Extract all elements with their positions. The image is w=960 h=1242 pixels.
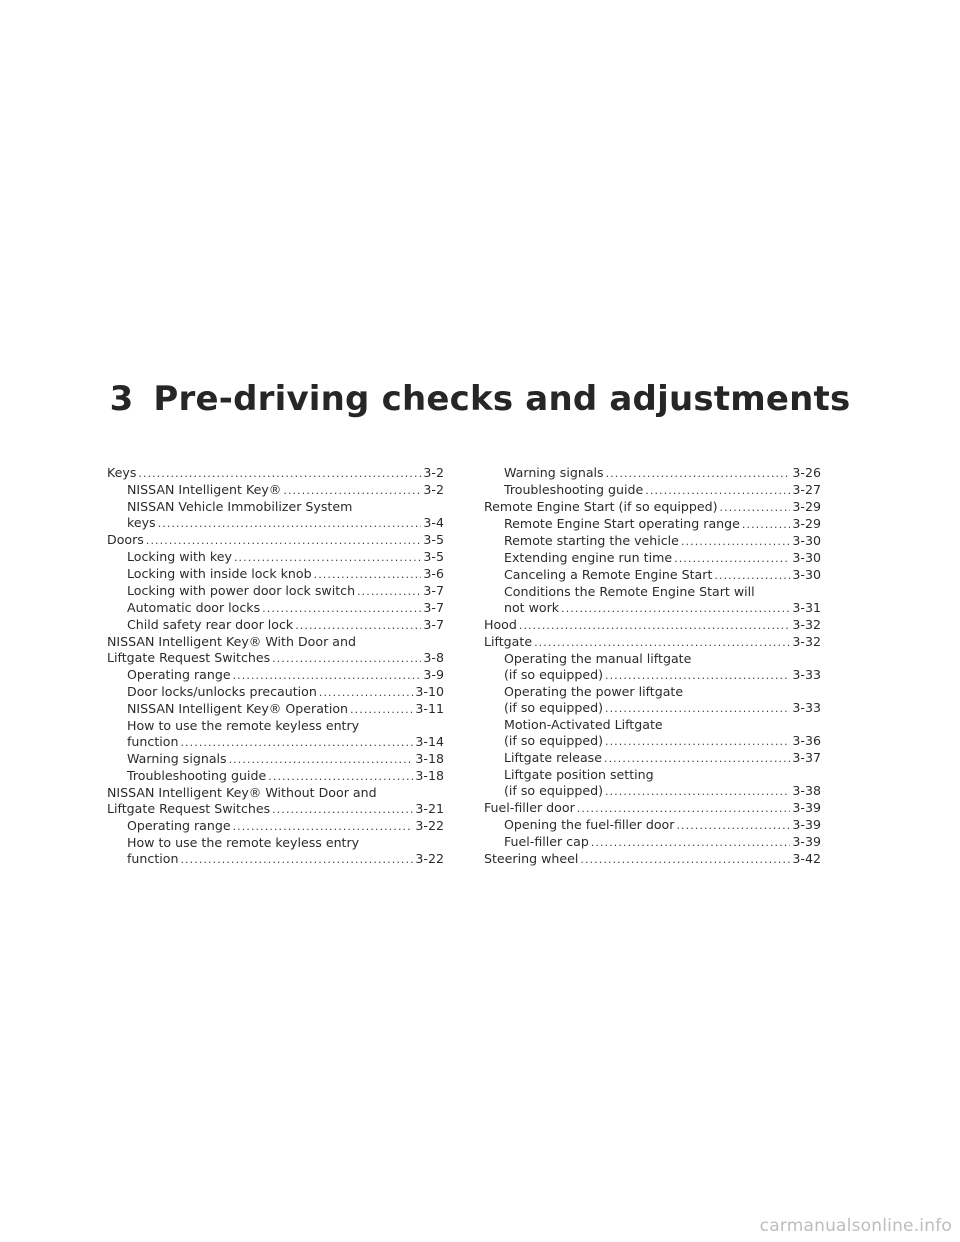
toc-entry-title: Locking with inside lock knob bbox=[127, 566, 312, 581]
toc-entry-title-line: Motion-Activated Liftgate bbox=[504, 717, 663, 732]
toc-dot-leader bbox=[604, 751, 790, 767]
toc-dot-leader bbox=[233, 668, 422, 684]
toc-entry-title: Door locks/unlocks precaution bbox=[127, 684, 317, 699]
toc-dot-leader bbox=[180, 735, 413, 751]
toc-entry-line bbox=[504, 733, 821, 750]
toc-entry-title: Locking with power door lock switch bbox=[127, 583, 356, 598]
toc-entry-title-line: NISSAN Intelligent Key® With Door and bbox=[107, 634, 356, 649]
toc-entry-line bbox=[107, 532, 444, 549]
toc-entry-line bbox=[127, 566, 444, 583]
toc-dot-leader bbox=[357, 584, 421, 600]
toc-entry[interactable] bbox=[484, 516, 821, 533]
toc-entry[interactable] bbox=[107, 785, 444, 818]
toc-page-number: 3-37 bbox=[792, 750, 821, 765]
toc-entry-line bbox=[127, 751, 444, 768]
toc-entry-line bbox=[127, 768, 444, 785]
toc-entry-title: function bbox=[127, 734, 179, 749]
toc-page-number: 3-5 bbox=[423, 549, 444, 564]
toc-column-left bbox=[107, 465, 444, 868]
toc-entry[interactable] bbox=[484, 834, 821, 851]
toc-entry[interactable] bbox=[484, 482, 821, 499]
toc-page-number: 3-33 bbox=[792, 667, 821, 682]
toc-column-right bbox=[484, 465, 821, 868]
toc-entry-title: function bbox=[127, 851, 179, 866]
toc-page-number: 3-21 bbox=[415, 801, 444, 816]
toc-dot-leader bbox=[314, 567, 422, 583]
toc-dot-leader bbox=[645, 483, 790, 499]
toc-entry-line bbox=[504, 817, 821, 834]
toc-page-number: 3-39 bbox=[792, 800, 821, 815]
toc-entry-title: Troubleshooting guide bbox=[504, 482, 644, 497]
toc-entry-line bbox=[127, 482, 444, 499]
toc-entry-title: Opening the fuel-filler door bbox=[504, 817, 675, 832]
toc-dot-leader bbox=[272, 651, 421, 667]
toc-entry-line bbox=[127, 600, 444, 617]
toc-dot-leader bbox=[519, 618, 791, 634]
toc-entry-title: Fuel-filler cap bbox=[504, 834, 589, 849]
toc-entry[interactable] bbox=[107, 751, 444, 768]
toc-entry-title: Liftgate Request Switches bbox=[107, 801, 271, 816]
toc-entry-title: (if so equipped) bbox=[504, 733, 603, 748]
toc-entry-line bbox=[127, 818, 444, 835]
toc-entry-line bbox=[504, 516, 821, 533]
toc-dot-leader bbox=[742, 517, 791, 533]
toc-entry-line bbox=[504, 600, 821, 617]
toc-entry[interactable] bbox=[484, 767, 821, 800]
toc-entry-title: not work bbox=[504, 600, 560, 615]
toc-entry-title: (if so equipped) bbox=[504, 783, 603, 798]
toc-dot-leader bbox=[605, 668, 790, 684]
toc-entry-line bbox=[107, 465, 444, 482]
toc-entry[interactable] bbox=[484, 717, 821, 750]
toc-entry[interactable] bbox=[107, 667, 444, 684]
toc-page-number: 3-33 bbox=[792, 700, 821, 715]
toc-entry-line bbox=[484, 800, 821, 817]
toc-page-number: 3-22 bbox=[415, 851, 444, 866]
toc-entry-title: NISSAN Intelligent Key® Operation bbox=[127, 701, 349, 716]
toc-entry[interactable] bbox=[484, 617, 821, 634]
toc-dot-leader bbox=[229, 752, 414, 768]
toc-entry-title: NISSAN Intelligent Key® bbox=[127, 482, 282, 497]
toc-entry-title: Liftgate release bbox=[504, 750, 602, 765]
toc-entry-line bbox=[127, 617, 444, 634]
toc-entry[interactable] bbox=[484, 499, 821, 516]
toc-entry-line bbox=[504, 567, 821, 584]
toc-entry[interactable] bbox=[107, 684, 444, 701]
toc-page-number: 3-18 bbox=[415, 751, 444, 766]
toc-entry-title: Liftgate bbox=[484, 634, 533, 649]
toc-entry-title: Automatic door locks bbox=[127, 600, 261, 615]
toc-entry[interactable] bbox=[107, 818, 444, 835]
footer-watermark: carmanualsonline.info bbox=[759, 1216, 952, 1236]
toc-entry[interactable] bbox=[484, 634, 821, 651]
toc-entry[interactable] bbox=[107, 566, 444, 583]
toc-entry[interactable] bbox=[484, 750, 821, 767]
toc-page-number: 3-29 bbox=[792, 499, 821, 514]
toc-dot-leader bbox=[674, 551, 790, 567]
toc-dot-leader bbox=[606, 466, 791, 482]
toc-page-number: 3-32 bbox=[792, 634, 821, 649]
toc-entry-title-line: Operating the manual liftgate bbox=[504, 651, 692, 666]
toc-entry[interactable] bbox=[107, 835, 444, 868]
toc-page-number: 3-30 bbox=[792, 550, 821, 565]
toc-entry-line bbox=[127, 515, 444, 532]
toc-entry-title-line: Liftgate position setting bbox=[504, 767, 654, 782]
toc-dot-leader bbox=[268, 769, 413, 785]
toc-dot-leader bbox=[158, 516, 422, 532]
toc-page-number: 3-36 bbox=[792, 733, 821, 748]
toc-entry-title: Liftgate Request Switches bbox=[107, 650, 271, 665]
toc-page-number: 3-30 bbox=[792, 567, 821, 582]
chapter-title-text: Pre-driving checks and adjustments bbox=[153, 378, 851, 419]
toc-entry-title-line: NISSAN Intelligent Key® Without Door and bbox=[107, 785, 377, 800]
toc-entry[interactable] bbox=[107, 701, 444, 718]
toc-dot-leader bbox=[577, 801, 791, 817]
toc-dot-leader bbox=[605, 784, 790, 800]
toc-entry-line bbox=[504, 700, 821, 717]
toc-entry-line bbox=[127, 667, 444, 684]
toc-entry-title: Operating range bbox=[127, 667, 231, 682]
toc-dot-leader bbox=[138, 466, 421, 482]
toc-entry-title: Operating range bbox=[127, 818, 231, 833]
toc-dot-leader bbox=[580, 852, 790, 868]
toc-entry-title: Locking with key bbox=[127, 549, 232, 564]
toc-dot-leader bbox=[350, 702, 413, 718]
toc-entry-title: Child safety rear door lock bbox=[127, 617, 294, 632]
toc-entry-line bbox=[504, 667, 821, 684]
toc-entry[interactable] bbox=[107, 482, 444, 499]
toc-entry-title: Canceling a Remote Engine Start bbox=[504, 567, 713, 582]
toc-dot-leader bbox=[319, 685, 414, 701]
toc-page-number: 3-32 bbox=[792, 617, 821, 632]
toc-entry-title: Doors bbox=[107, 532, 144, 547]
toc-page-number: 3-30 bbox=[792, 533, 821, 548]
toc-page-number: 3-42 bbox=[792, 851, 821, 866]
toc-page-number: 3-9 bbox=[423, 667, 444, 682]
toc-entry-title-line: How to use the remote keyless entry bbox=[127, 835, 360, 850]
toc-entry[interactable] bbox=[484, 465, 821, 482]
toc-entry-line bbox=[504, 783, 821, 800]
toc-entry-title: Warning signals bbox=[127, 751, 227, 766]
toc-entry[interactable] bbox=[484, 533, 821, 550]
toc-entry-line bbox=[484, 499, 821, 516]
toc-page-number: 3-11 bbox=[415, 701, 444, 716]
toc-entry[interactable] bbox=[484, 584, 821, 617]
toc-entry-title-line: NISSAN Vehicle Immobilizer System bbox=[127, 499, 353, 514]
toc-entry[interactable] bbox=[484, 851, 821, 868]
toc-dot-leader bbox=[234, 550, 421, 566]
toc-entry[interactable] bbox=[107, 600, 444, 617]
toc-entry[interactable] bbox=[107, 499, 444, 532]
toc-entry-line bbox=[504, 550, 821, 567]
toc-entry-title: Steering wheel bbox=[484, 851, 579, 866]
toc-dot-leader bbox=[720, 500, 791, 516]
toc-entry-line bbox=[504, 533, 821, 550]
toc-entry-title: Keys bbox=[107, 465, 137, 480]
toc-entry[interactable] bbox=[107, 768, 444, 785]
toc-page-number: 3-2 bbox=[423, 482, 444, 497]
toc-entry-title: Hood bbox=[484, 617, 517, 632]
toc-page-number: 3-38 bbox=[792, 783, 821, 798]
toc-entry-line bbox=[504, 465, 821, 482]
toc-entry-line bbox=[504, 482, 821, 499]
toc-dot-leader bbox=[605, 701, 790, 717]
toc-entry-title: keys bbox=[127, 515, 156, 530]
toc-dot-leader bbox=[180, 852, 413, 868]
toc-dot-leader bbox=[233, 819, 414, 835]
toc-entry[interactable] bbox=[107, 617, 444, 634]
toc-dot-leader bbox=[605, 734, 790, 750]
toc-page-number: 3-2 bbox=[423, 465, 444, 480]
toc-entry-line bbox=[127, 734, 444, 751]
toc-entry-title: Remote Engine Start (if so equipped) bbox=[484, 499, 718, 514]
toc-page-number: 3-5 bbox=[423, 532, 444, 547]
toc-entry-line bbox=[107, 650, 444, 667]
toc-page-number: 3-10 bbox=[415, 684, 444, 699]
toc-entry[interactable] bbox=[107, 549, 444, 566]
toc-entry[interactable] bbox=[484, 684, 821, 717]
toc-entry[interactable] bbox=[484, 651, 821, 684]
toc-dot-leader bbox=[676, 818, 790, 834]
toc-entry-title-line: Operating the power liftgate bbox=[504, 684, 684, 699]
toc-page-number: 3-14 bbox=[415, 734, 444, 749]
toc-entry-line bbox=[127, 684, 444, 701]
toc-page-number: 3-27 bbox=[792, 482, 821, 497]
toc-entry-title: (if so equipped) bbox=[504, 667, 603, 682]
toc-page-number: 3-31 bbox=[792, 600, 821, 615]
toc-entry-line bbox=[127, 851, 444, 868]
toc-entry-line bbox=[484, 634, 821, 651]
toc-entry-line bbox=[107, 801, 444, 818]
toc-entry-line bbox=[504, 834, 821, 851]
toc-page-number: 3-6 bbox=[423, 566, 444, 581]
toc-page-number: 3-22 bbox=[415, 818, 444, 833]
toc-dot-leader bbox=[283, 483, 421, 499]
toc-entry-line bbox=[504, 750, 821, 767]
toc-entry[interactable] bbox=[107, 465, 444, 482]
toc-page-number: 3-39 bbox=[792, 834, 821, 849]
toc-entry-title: Extending engine run time bbox=[504, 550, 673, 565]
toc-page-number: 3-18 bbox=[415, 768, 444, 783]
toc-entry-title: Remote Engine Start operating range bbox=[504, 516, 740, 531]
toc-entry[interactable] bbox=[484, 550, 821, 567]
toc-entry-title: (if so equipped) bbox=[504, 700, 603, 715]
toc-entry-line bbox=[127, 549, 444, 566]
chapter-title bbox=[0, 379, 960, 419]
chapter-number: 3 bbox=[109, 378, 134, 419]
toc-page-number: 3-4 bbox=[423, 515, 444, 530]
toc-entry[interactable] bbox=[107, 532, 444, 549]
toc-entry-title-line: Conditions the Remote Engine Start will bbox=[504, 584, 755, 599]
toc-dot-leader bbox=[272, 802, 413, 818]
toc-entry[interactable] bbox=[484, 817, 821, 834]
toc-entry-line bbox=[127, 701, 444, 718]
toc-dot-leader bbox=[295, 618, 421, 634]
toc-entry[interactable] bbox=[484, 800, 821, 817]
toc-dot-leader bbox=[146, 533, 422, 549]
toc-entry-line bbox=[484, 851, 821, 868]
toc-page-number: 3-26 bbox=[792, 465, 821, 480]
toc-entry-title: Fuel-filler door bbox=[484, 800, 575, 815]
toc-entry-title-line: How to use the remote keyless entry bbox=[127, 718, 360, 733]
toc-page-number: 3-8 bbox=[423, 650, 444, 665]
toc-entry-title: Warning signals bbox=[504, 465, 604, 480]
toc-entry-line bbox=[484, 617, 821, 634]
toc-entry[interactable] bbox=[484, 567, 821, 584]
toc-entry[interactable] bbox=[107, 718, 444, 751]
toc-dot-leader bbox=[591, 835, 791, 851]
toc-dot-leader bbox=[714, 568, 790, 584]
toc-page-number: 3-7 bbox=[423, 583, 444, 598]
toc-page-number: 3-7 bbox=[423, 600, 444, 615]
toc-dot-leader bbox=[534, 635, 790, 651]
toc-dot-leader bbox=[681, 534, 790, 550]
toc-entry-title: Remote starting the vehicle bbox=[504, 533, 679, 548]
toc-page-number: 3-39 bbox=[792, 817, 821, 832]
toc-page-number: 3-29 bbox=[792, 516, 821, 531]
toc-entry-line bbox=[127, 583, 444, 600]
toc-entry[interactable] bbox=[107, 634, 444, 667]
toc-entry-title: Troubleshooting guide bbox=[127, 768, 267, 783]
toc-dot-leader bbox=[561, 601, 790, 617]
toc-entry[interactable] bbox=[107, 583, 444, 600]
toc-page-number: 3-7 bbox=[423, 617, 444, 632]
toc-dot-leader bbox=[262, 601, 421, 617]
